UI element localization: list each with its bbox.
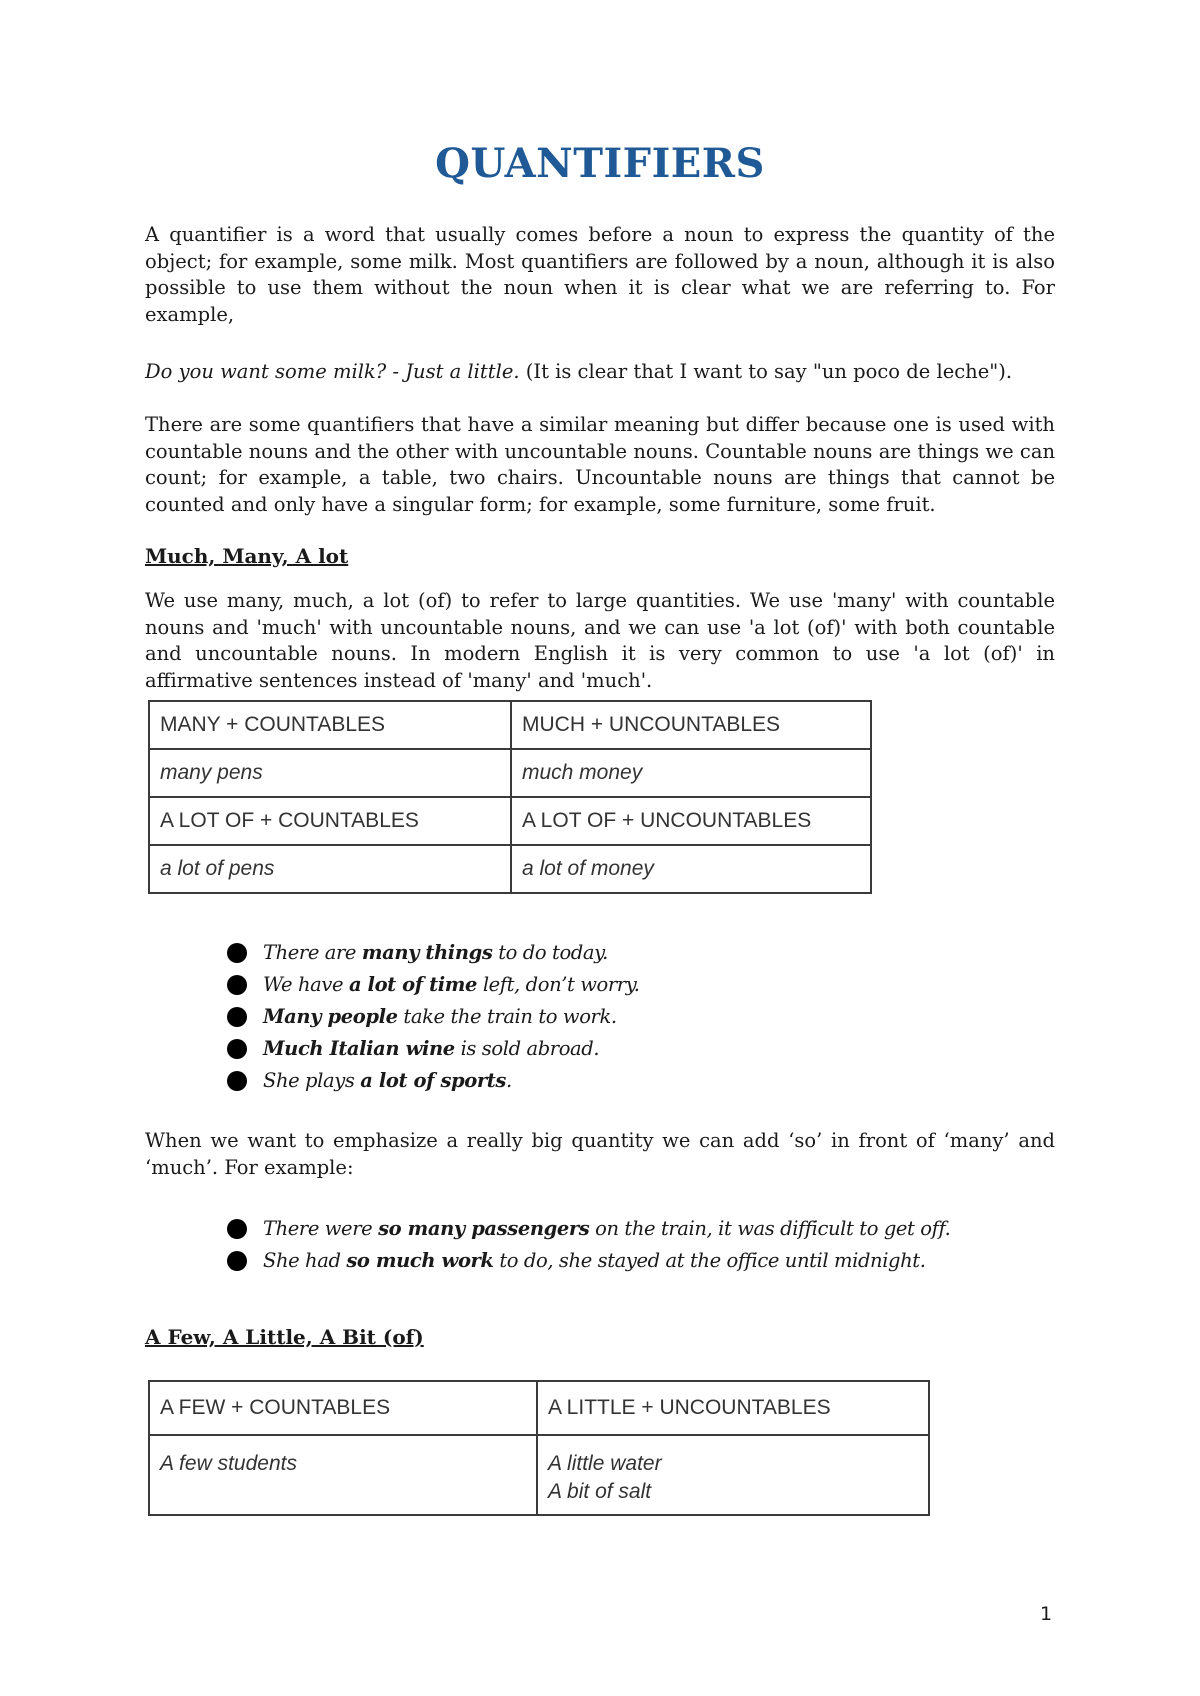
bullet-icon [227, 1219, 247, 1239]
list-item: Many people take the train to work. [225, 1001, 640, 1033]
bullet-icon [227, 975, 247, 995]
few-little-table [148, 1380, 930, 1516]
list-item: There are many things to do today. [225, 937, 640, 969]
table-cell: MANY + COUNTABLES [149, 701, 511, 749]
emphasis-paragraph: When we want to emphasize a really big quantity we can add ‘so’ in front of ‘many’ and ‘much’. For example: [145, 1129, 1055, 1179]
list-item: She plays a lot of sports. [225, 1065, 640, 1097]
section-heading-few-little: A Few, A Little, A Bit (of) [145, 1325, 424, 1349]
list-item: There were so many passengers on the train, it was difficult to get off. [225, 1213, 950, 1245]
bullet-icon [227, 1039, 247, 1059]
table-cell: much money [511, 749, 871, 797]
example-rest: (It is clear that I want to say "un poco de leche"). [519, 360, 1013, 383]
example-paragraph [145, 359, 1055, 386]
table-cell: many pens [149, 749, 511, 797]
table-cell: A LOT OF + UNCOUNTABLES [511, 797, 871, 845]
bullet-icon [227, 943, 247, 963]
much-many-paragraph: We use many, much, a lot (of) to refer to large quantities. We use 'many' with countable nouns and 'much' with uncountable nouns, and we can use 'a lot (of)' with both countable and uncountable nouns. In modern English it is very common to use 'a lot (of)' in affirmative sentences instead of 'many' and 'much'. [145, 589, 1055, 692]
example-italic: Do you want some milk? - Just a little. [145, 360, 520, 383]
list-item: Much Italian wine is sold abroad. [225, 1033, 640, 1065]
bullet-icon [227, 1071, 247, 1091]
list-item: She had so much work to do, she stayed at the office until midnight. [225, 1245, 950, 1277]
much-many-table [148, 700, 872, 894]
page-title: QUANTIFIERS [435, 140, 765, 187]
list-item: We have a lot of time left, don’t worry. [225, 969, 640, 1001]
page-number: 1 [1040, 1603, 1053, 1625]
table-cell: MUCH + UNCOUNTABLES [511, 701, 871, 749]
section-heading-much-many: Much, Many, A lot [145, 544, 349, 568]
bullet-icon [227, 1251, 247, 1271]
emphasis-examples-list [225, 1213, 950, 1277]
countable-paragraph: There are some quantifiers that have a similar meaning but differ because one is used with countable nouns and the other with uncountable nouns. Countable nouns are things we can count; for example, a table, two chairs. Uncountable nouns are things that cannot be counted and only have a singular form; for example, some furniture, some fruit. [145, 413, 1055, 516]
table-cell: a lot of money [511, 845, 871, 893]
table-cell-line: A little water [548, 1452, 662, 1475]
much-many-examples-list [225, 937, 640, 1097]
bullet-icon [227, 1007, 247, 1027]
table-cell: A LOT OF + COUNTABLES [149, 797, 511, 845]
table-cell: A FEW + COUNTABLES [149, 1381, 537, 1435]
intro-paragraph: A quantifier is a word that usually comes before a noun to express the quantity of the object; for example, some milk. Most quantifiers are followed by a noun, although it is also possible to use them without the noun when it is clear what we are referring to. For example, [145, 223, 1055, 326]
table-cell-line: A bit of salt [548, 1480, 652, 1503]
table-cell: a lot of pens [149, 845, 511, 893]
table-cell: A LITTLE + UNCOUNTABLES [537, 1381, 929, 1435]
table-cell: A few students [149, 1435, 537, 1515]
table-cell [537, 1435, 929, 1515]
